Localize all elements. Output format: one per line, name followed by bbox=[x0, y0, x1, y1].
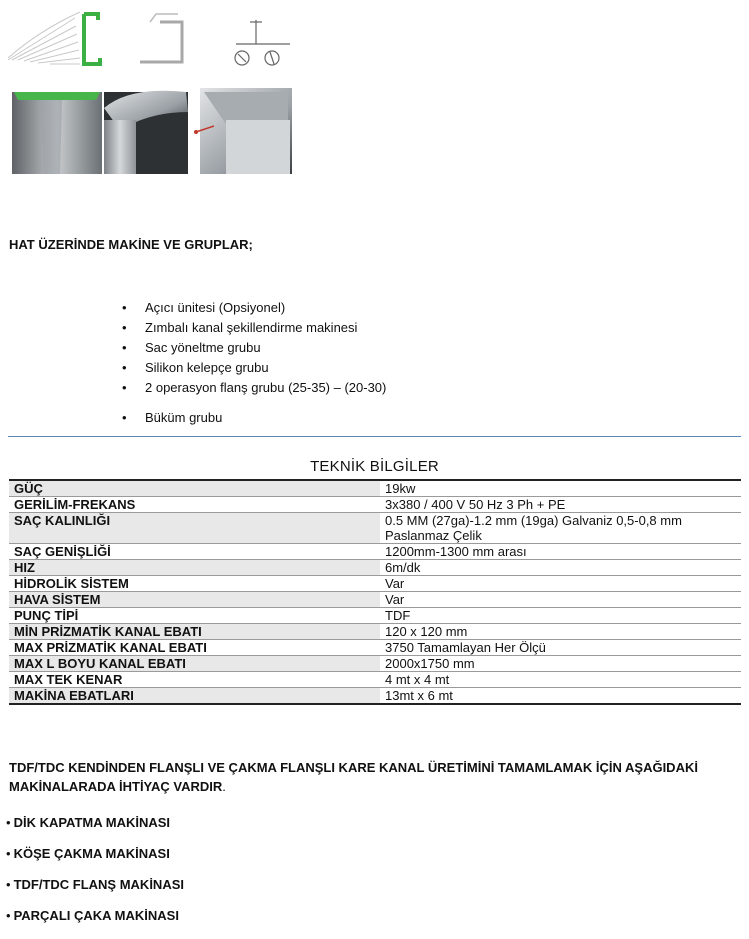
duct-profile-illustration bbox=[0, 0, 300, 180]
table-row bbox=[9, 480, 741, 497]
spec-value: 0.5 MM (27ga)-1.2 mm (19ga) Galvaniz 0,5-0,8 mm Paslanmaz Çelik bbox=[385, 513, 682, 543]
list-item bbox=[6, 815, 184, 846]
spec-key: HİDROLİK SİSTEM bbox=[14, 576, 129, 591]
feature-list bbox=[145, 298, 386, 428]
spec-key: GERİLİM-FREKANS bbox=[14, 497, 136, 512]
spec-key: MAX PRİZMATİK KANAL EBATI bbox=[14, 640, 207, 655]
list-item bbox=[6, 877, 184, 908]
spec-value: 13mt x 6 mt bbox=[385, 688, 453, 703]
requirement-note bbox=[9, 758, 739, 796]
spec-key: GÜÇ bbox=[9, 480, 380, 497]
list-item: • Sac yöneltme grubu bbox=[145, 338, 386, 358]
bullet-icon: • bbox=[6, 877, 11, 892]
table-row bbox=[9, 624, 741, 640]
divider bbox=[8, 436, 741, 437]
spec-key: MAKİNA EBATLARI bbox=[9, 688, 380, 705]
spec-title: TEKNİK BİLGİLER bbox=[310, 458, 439, 475]
table-row bbox=[9, 592, 741, 608]
spec-key: HIZ bbox=[9, 560, 380, 576]
table-row bbox=[9, 688, 741, 705]
bullet-icon: • bbox=[6, 815, 11, 830]
spec-key: MİN PRİZMATİK KANAL EBATI bbox=[9, 624, 380, 640]
machine-list bbox=[6, 815, 184, 939]
machine-label: PARÇALI ÇAKA MAKİNASI bbox=[13, 908, 179, 923]
spec-key: PUNÇ TİPİ bbox=[14, 608, 79, 623]
note-text: TDF/TDC KENDİNDEN FLANŞLI VE ÇAKMA FLANŞLI KARE KANAL ÜRETİMİNİ TAMAMLAMAK İÇİN AŞAĞIDAKİ MAKİNALARADA İHTİYAÇ VARDIR bbox=[9, 760, 698, 794]
spec-value: 3750 Tamamlayan Her Ölçü bbox=[385, 640, 546, 655]
list-item: • Zımbalı kanal şekillendirme makinesi bbox=[145, 318, 386, 338]
spec-value: 120 x 120 mm bbox=[385, 624, 468, 639]
table-row bbox=[9, 608, 741, 624]
table-row bbox=[9, 560, 741, 576]
section-heading: HAT ÜZERİNDE MAKİNE VE GRUPLAR; bbox=[9, 237, 253, 252]
table-row bbox=[9, 513, 741, 544]
list-item: • Büküm grubu bbox=[145, 408, 386, 428]
table-row bbox=[9, 544, 741, 560]
spec-value: Var bbox=[385, 576, 405, 591]
spec-key: MAX TEK KENAR bbox=[14, 672, 123, 687]
machine-label: TDF/TDC FLANŞ MAKİNASI bbox=[13, 877, 184, 892]
machine-label: KÖŞE ÇAKMA MAKİNASI bbox=[13, 846, 170, 861]
spec-value: Var bbox=[385, 592, 405, 607]
list-item bbox=[6, 846, 184, 877]
spec-value: 6m/dk bbox=[385, 560, 421, 575]
bullet-icon: • bbox=[6, 846, 11, 861]
list-item bbox=[6, 908, 184, 939]
spec-value: TDF bbox=[385, 608, 411, 623]
spec-value: 3x380 / 400 V 50 Hz 3 Ph + PE bbox=[385, 497, 566, 512]
spec-value: 19kw bbox=[385, 481, 416, 496]
note-tail: . bbox=[222, 779, 226, 794]
table-row bbox=[9, 640, 741, 656]
spec-table bbox=[9, 479, 741, 705]
table-row bbox=[9, 656, 741, 672]
spec-value: 4 mt x 4 mt bbox=[385, 672, 450, 687]
machine-label: DİK KAPATMA MAKİNASI bbox=[13, 815, 171, 830]
spec-key: HAVA SİSTEM bbox=[9, 592, 380, 608]
spec-key: SAÇ KALINLIĞI bbox=[9, 513, 380, 544]
list-item: • 2 operasyon flanş grubu (25-35) – (20-30) bbox=[145, 378, 386, 398]
spec-key: SAÇ GENİŞLİĞİ bbox=[14, 544, 111, 559]
table-row bbox=[9, 497, 741, 513]
list-item: • Silikon kelepçe grubu bbox=[145, 358, 386, 378]
list-item: • Açıcı ünitesi (Opsiyonel) bbox=[145, 298, 386, 318]
table-row bbox=[9, 672, 741, 688]
bullet-icon: • bbox=[6, 908, 11, 923]
spec-key: MAX L BOYU KANAL EBATI bbox=[9, 656, 380, 672]
spec-value: 1200mm-1300 mm arası bbox=[385, 544, 527, 559]
spec-value: 2000x1750 mm bbox=[385, 656, 475, 671]
table-row bbox=[9, 576, 741, 592]
